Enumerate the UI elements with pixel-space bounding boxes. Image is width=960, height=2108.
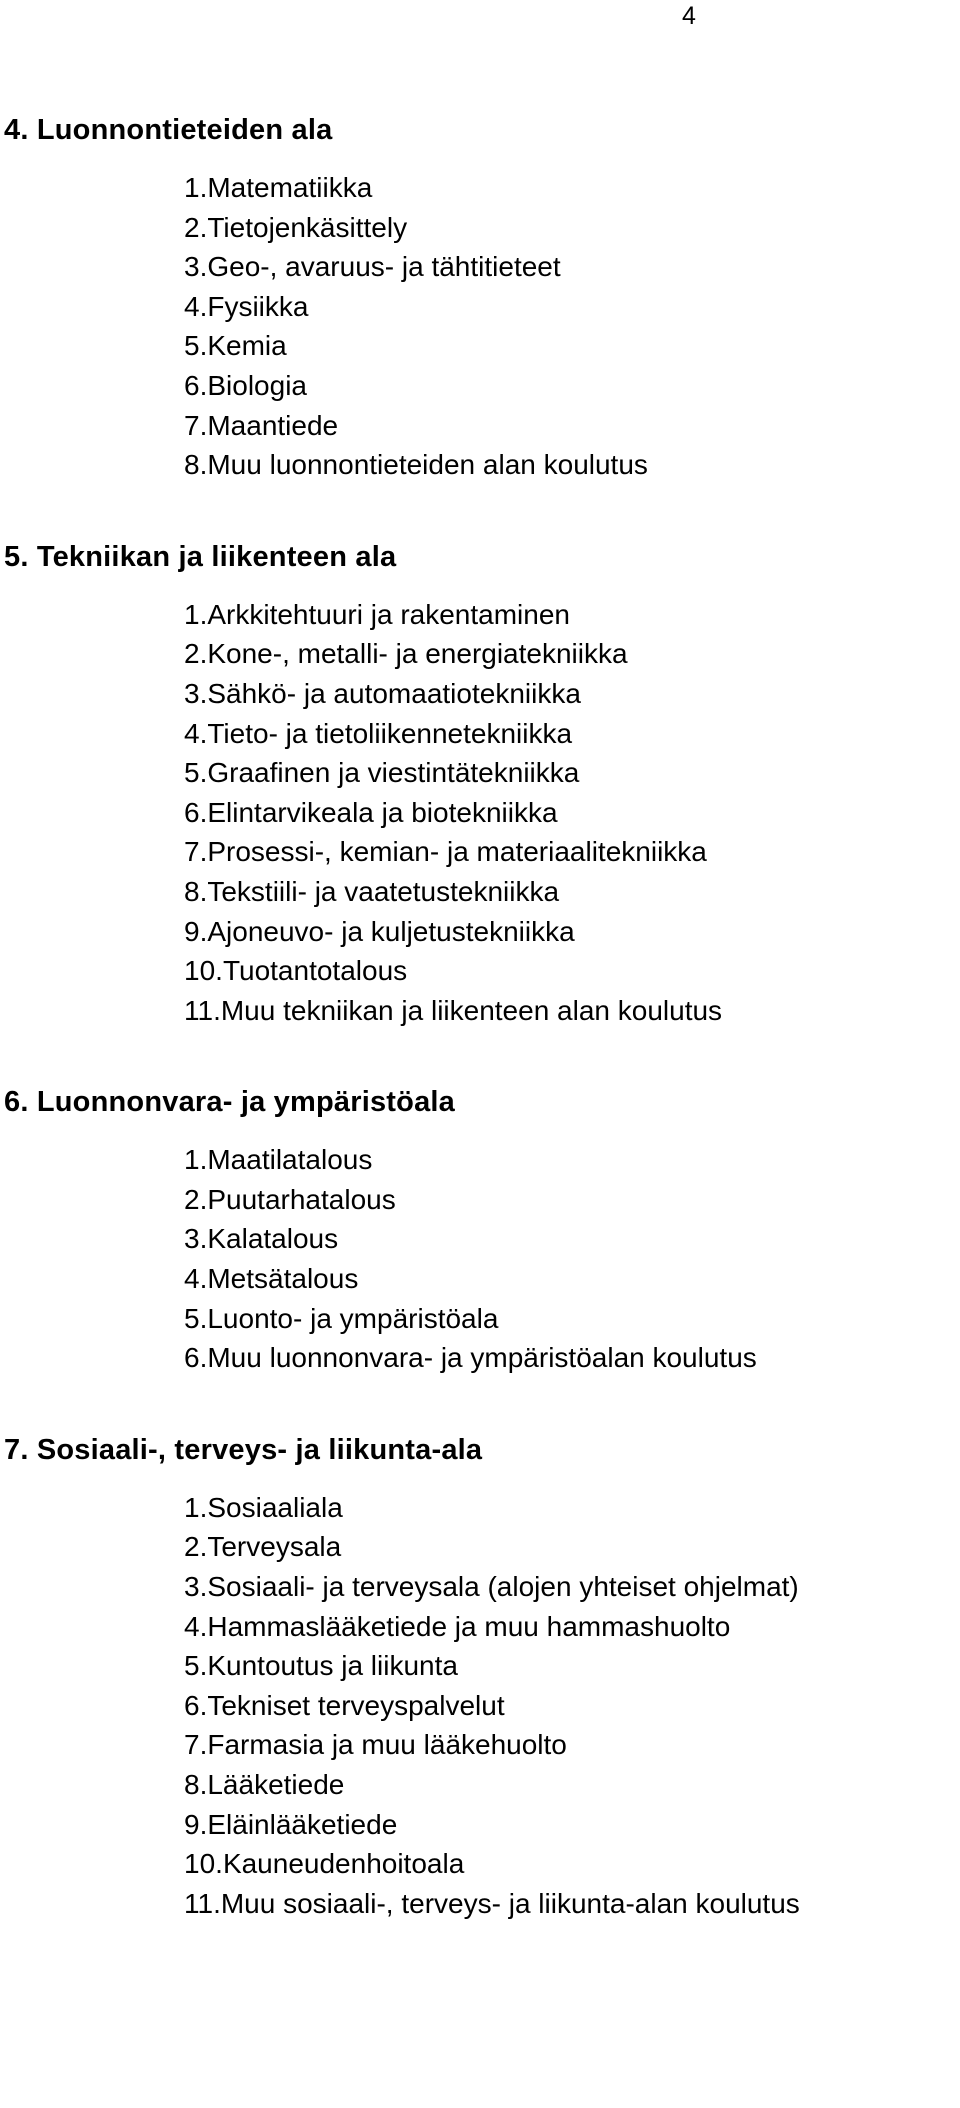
list-item bbox=[184, 912, 960, 952]
item-number: 9. bbox=[184, 915, 208, 947]
item-number: 5. bbox=[184, 1302, 208, 1334]
item-number: 2. bbox=[184, 638, 208, 670]
list-item bbox=[184, 247, 960, 287]
item-label: Elintarvikeala ja biotekniikka bbox=[207, 796, 558, 828]
list-item bbox=[184, 168, 960, 208]
item-label: Farmasia ja muu lääkehuolto bbox=[207, 1729, 567, 1761]
list-item bbox=[184, 1725, 960, 1765]
item-number: 7. bbox=[184, 836, 208, 868]
item-number: 8. bbox=[184, 875, 208, 907]
list-item bbox=[184, 326, 960, 366]
item-label: Biologia bbox=[207, 369, 307, 401]
list-item bbox=[184, 1765, 960, 1805]
item-label: Luonto- ja ympäristöala bbox=[207, 1302, 499, 1334]
list-item bbox=[184, 793, 960, 833]
list-item bbox=[184, 1338, 960, 1378]
item-label: Kuntoutus ja liikunta bbox=[207, 1650, 458, 1682]
list-item bbox=[184, 1844, 960, 1884]
list-item bbox=[184, 674, 960, 714]
item-label: Tietojenkäsittely bbox=[207, 211, 408, 243]
item-number: 6. bbox=[184, 1689, 208, 1721]
list-item bbox=[184, 951, 960, 991]
list-item bbox=[184, 753, 960, 793]
list-item bbox=[184, 1140, 960, 1180]
list-item bbox=[184, 1488, 960, 1528]
item-number: 10. bbox=[184, 955, 223, 987]
list-item bbox=[184, 1180, 960, 1220]
item-label: Muu sosiaali-, terveys- ja liikunta-alan koulutus bbox=[220, 1887, 800, 1919]
list-item bbox=[184, 1567, 960, 1607]
list-item bbox=[184, 1259, 960, 1299]
item-number: 2. bbox=[184, 1183, 208, 1215]
list-item bbox=[184, 1299, 960, 1339]
section-heading: 6. Luonnonvara- ja ympäristöala bbox=[4, 1086, 455, 1119]
list-item bbox=[184, 1884, 960, 1924]
item-number: 1. bbox=[184, 1144, 208, 1176]
item-label: Maantiede bbox=[207, 409, 339, 441]
item-number: 4. bbox=[184, 1263, 208, 1295]
item-number: 2. bbox=[184, 211, 208, 243]
section-technology-transport bbox=[4, 537, 960, 1031]
item-number: 2. bbox=[184, 1531, 208, 1563]
item-label: Kemia bbox=[207, 330, 287, 362]
item-label: Geo-, avaruus- ja tähtitieteet bbox=[207, 251, 561, 283]
item-label: Matematiikka bbox=[207, 172, 373, 203]
item-number: 6. bbox=[184, 1342, 208, 1374]
item-label: Ajoneuvo- ja kuljetustekniikka bbox=[207, 915, 575, 947]
list-item bbox=[184, 1686, 960, 1726]
list-item bbox=[184, 287, 960, 327]
item-number: 8. bbox=[184, 1769, 208, 1800]
item-label: Kauneudenhoitoala bbox=[222, 1848, 465, 1880]
list-item bbox=[184, 1527, 960, 1567]
item-label: Arkkitehtuuri ja rakentaminen bbox=[207, 598, 570, 630]
item-number: 1. bbox=[184, 172, 208, 203]
page-number: 4 bbox=[682, 2, 696, 30]
item-number: 4. bbox=[184, 1610, 208, 1642]
item-number: 3. bbox=[184, 1223, 208, 1255]
item-label: Sähkö- ja automaatiotekniikka bbox=[207, 677, 581, 709]
item-label: Prosessi-, kemian- ja materiaalitekniikka bbox=[207, 836, 707, 868]
document-body bbox=[4, 110, 960, 1923]
item-list bbox=[4, 1488, 960, 1924]
item-number: 8. bbox=[184, 449, 208, 481]
item-number: 5. bbox=[184, 757, 208, 789]
item-number: 9. bbox=[184, 1808, 208, 1840]
item-number: 6. bbox=[184, 796, 208, 828]
list-item bbox=[184, 445, 960, 485]
item-label: Maatilatalous bbox=[207, 1144, 373, 1176]
list-item bbox=[184, 595, 960, 635]
item-label: Fysiikka bbox=[207, 290, 309, 322]
section-heading: 5. Tekniikan ja liikenteen ala bbox=[4, 540, 397, 573]
list-item bbox=[184, 832, 960, 872]
list-item bbox=[184, 406, 960, 446]
section-heading: 4. Luonnontieteiden ala bbox=[4, 114, 333, 146]
item-label: Tuotantotalous bbox=[222, 955, 408, 987]
section-natural-resources-environment bbox=[4, 1082, 960, 1378]
item-label: Lääketiede bbox=[207, 1769, 345, 1800]
item-label: Muu tekniikan ja liikenteen alan koulutus bbox=[220, 994, 723, 1026]
item-number: 5. bbox=[184, 1650, 208, 1682]
item-number: 11. bbox=[184, 994, 221, 1026]
item-number: 5. bbox=[184, 330, 208, 362]
list-item bbox=[184, 991, 960, 1031]
item-label: Sosiaaliala bbox=[207, 1491, 343, 1523]
section-social-health-sports bbox=[4, 1430, 960, 1924]
item-label: Puutarhatalous bbox=[207, 1183, 396, 1215]
item-label: Hammaslääketiede ja muu hammashuolto bbox=[207, 1610, 731, 1642]
list-item bbox=[184, 634, 960, 674]
item-number: 4. bbox=[184, 290, 208, 322]
item-label: Muu luonnontieteiden alan koulutus bbox=[207, 449, 648, 481]
item-label: Sosiaali- ja terveysala (alojen yhteiset ohjelmat) bbox=[207, 1571, 799, 1603]
item-number: 6. bbox=[184, 369, 208, 401]
item-number: 7. bbox=[184, 409, 208, 441]
item-number: 7. bbox=[184, 1729, 208, 1761]
item-number: 4. bbox=[184, 717, 208, 749]
item-label: Kone-, metalli- ja energiatekniikka bbox=[207, 638, 628, 670]
section-natural-sciences bbox=[4, 110, 960, 485]
list-item bbox=[184, 366, 960, 406]
item-number: 3. bbox=[184, 677, 208, 709]
item-label: Tekniset terveyspalvelut bbox=[207, 1689, 505, 1721]
item-number: 10. bbox=[184, 1848, 223, 1880]
item-number: 3. bbox=[184, 1571, 208, 1603]
list-item bbox=[184, 1805, 960, 1845]
list-item bbox=[184, 1607, 960, 1647]
item-number: 1. bbox=[184, 598, 208, 630]
item-label: Graafinen ja viestintätekniikka bbox=[207, 757, 580, 789]
item-number: 1. bbox=[184, 1491, 208, 1523]
item-label: Terveysala bbox=[207, 1531, 342, 1563]
item-label: Kalatalous bbox=[207, 1223, 339, 1255]
list-item bbox=[184, 1646, 960, 1686]
item-list bbox=[4, 1140, 960, 1378]
list-item bbox=[184, 714, 960, 754]
list-item bbox=[184, 1219, 960, 1259]
list-item bbox=[184, 208, 960, 248]
item-list bbox=[4, 595, 960, 1031]
item-number: 3. bbox=[184, 251, 208, 283]
item-label: Tieto- ja tietoliikennetekniikka bbox=[207, 717, 573, 749]
item-label: Muu luonnonvara- ja ympäristöalan koulutus bbox=[207, 1342, 757, 1374]
item-label: Eläinlääketiede bbox=[207, 1808, 398, 1840]
item-number: 11. bbox=[184, 1887, 221, 1919]
item-label: Metsätalous bbox=[207, 1263, 359, 1295]
section-heading: 7. Sosiaali-, terveys- ja liikunta-ala bbox=[4, 1433, 483, 1466]
list-item bbox=[184, 872, 960, 912]
item-list bbox=[4, 168, 960, 485]
item-label: Tekstiili- ja vaatetustekniikka bbox=[207, 875, 560, 907]
